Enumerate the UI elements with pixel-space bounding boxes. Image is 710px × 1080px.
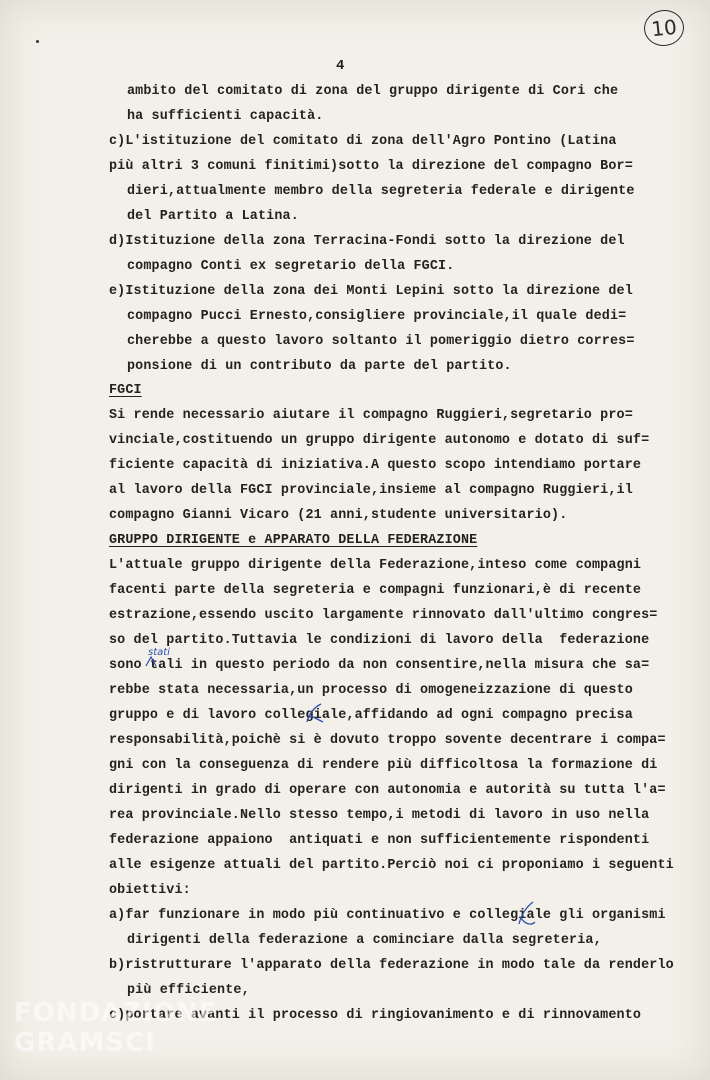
watermark-line: GRAMSCI bbox=[14, 1028, 156, 1058]
text-line: ficiente capacità di iniziativa.A questo scopo intendiamo portare bbox=[109, 458, 642, 473]
caret-mark-icon bbox=[144, 654, 158, 668]
ink-correction-mark-icon bbox=[303, 702, 327, 726]
text-line: federazione appaiono antiquati e non sufficientemente rispondenti bbox=[109, 833, 650, 848]
section-heading-fgci: FGCI bbox=[109, 383, 142, 398]
text-line: più efficiente, bbox=[127, 983, 250, 998]
text-line: gni con la conseguenza di rendere più difficoltosa la formazione di bbox=[109, 758, 658, 773]
text-line: b)ristrutturare l'apparato della federazione in modo tale da renderlo bbox=[109, 958, 674, 973]
text-line: dirigenti in grado di operare con autonomia e autorità su tutta l'a= bbox=[109, 783, 666, 798]
text-line: so del partito.Tuttavia le condizioni di lavoro della federazione bbox=[109, 633, 650, 648]
text-line: compagno Conti ex segretario della FGCI. bbox=[127, 259, 455, 274]
text-line: estrazione,essendo uscito largamente rinnovato dall'ultimo congres= bbox=[109, 608, 658, 623]
text-line: responsabilità,poichè si è dovuto troppo sovente decentrare i compa= bbox=[109, 733, 666, 748]
handwritten-insert: stati bbox=[148, 647, 170, 658]
archive-watermark bbox=[14, 998, 217, 1058]
text-line: c)L'istituzione del comitato di zona dell'Agro Pontino (Latina bbox=[109, 134, 617, 149]
text-line: obiettivi: bbox=[109, 883, 191, 898]
text-line: rea provinciale.Nello stesso tempo,i metodi di lavoro in uso nella bbox=[109, 808, 650, 823]
circled-page-number: 10 bbox=[642, 8, 686, 48]
text-line: compagno Pucci Ernesto,consigliere provinciale,il quale dedi= bbox=[127, 309, 627, 324]
text-line: d)Istituzione della zona Terracina-Fondi sotto la direzione del bbox=[109, 234, 625, 249]
text-line: e)Istituzione della zona dei Monti Lepini sotto la direzione del bbox=[109, 284, 633, 299]
text-line: facenti parte della segreteria e compagni funzionari,è di recente bbox=[109, 583, 642, 598]
text-line: a)far funzionare in modo più continuativo e collegiale gli organismi bbox=[109, 908, 666, 923]
section-heading-gruppo-dirigente: GRUPPO DIRIGENTE e APPARATO DELLA FEDERAZIONE bbox=[109, 533, 478, 548]
text-line: ha sufficienti capacità. bbox=[127, 109, 324, 124]
ink-correction-mark-icon bbox=[515, 900, 539, 930]
text-line: del Partito a Latina. bbox=[127, 209, 299, 224]
text-line: sono tali in questo periodo da non consentire,nella misura che sa= bbox=[109, 658, 650, 673]
text-line: ambito del comitato di zona del gruppo dirigente di Cori che bbox=[127, 84, 619, 99]
watermark-line: FONDAZIONE bbox=[14, 998, 218, 1028]
page-number: 4 bbox=[336, 58, 345, 74]
text-line: compagno Gianni Vicaro (21 anni,studente universitario). bbox=[109, 508, 568, 523]
text-line: dirigenti della federazione a cominciare dalla segreteria, bbox=[127, 933, 602, 948]
text-line: rebbe stata necessaria,un processo di omogeneizzazione di questo bbox=[109, 683, 633, 698]
text-line: cherebbe a questo lavoro soltanto il pomeriggio dietro corres= bbox=[127, 334, 635, 349]
paper-speck bbox=[36, 40, 39, 43]
text-line: dieri,attualmente membro della segreteria federale e dirigente bbox=[127, 184, 635, 199]
text-line: ponsione di un contributo da parte del partito. bbox=[127, 359, 512, 374]
text-line: Si rende necessario aiutare il compagno Ruggieri,segretario pro= bbox=[109, 408, 633, 423]
text-line: al lavoro della FGCI provinciale,insieme al compagno Ruggieri,il bbox=[109, 483, 633, 498]
text-line: più altri 3 comuni finitimi)sotto la direzione del compagno Bor= bbox=[109, 159, 633, 174]
text-line: alle esigenze attuali del partito.Perciò noi ci proponiamo i seguenti bbox=[109, 858, 674, 873]
text-line: L'attuale gruppo dirigente della Federazione,inteso come compagni bbox=[109, 558, 642, 573]
text-line: gruppo e di lavoro collegiale,affidando ad ogni compagno precisa bbox=[109, 708, 633, 723]
text-line: vinciale,costituendo un gruppo dirigente autonomo e dotato di suf= bbox=[109, 433, 650, 448]
text-line: c)portare avanti il processo di ringiovanimento e di rinnovamento bbox=[109, 1008, 642, 1023]
